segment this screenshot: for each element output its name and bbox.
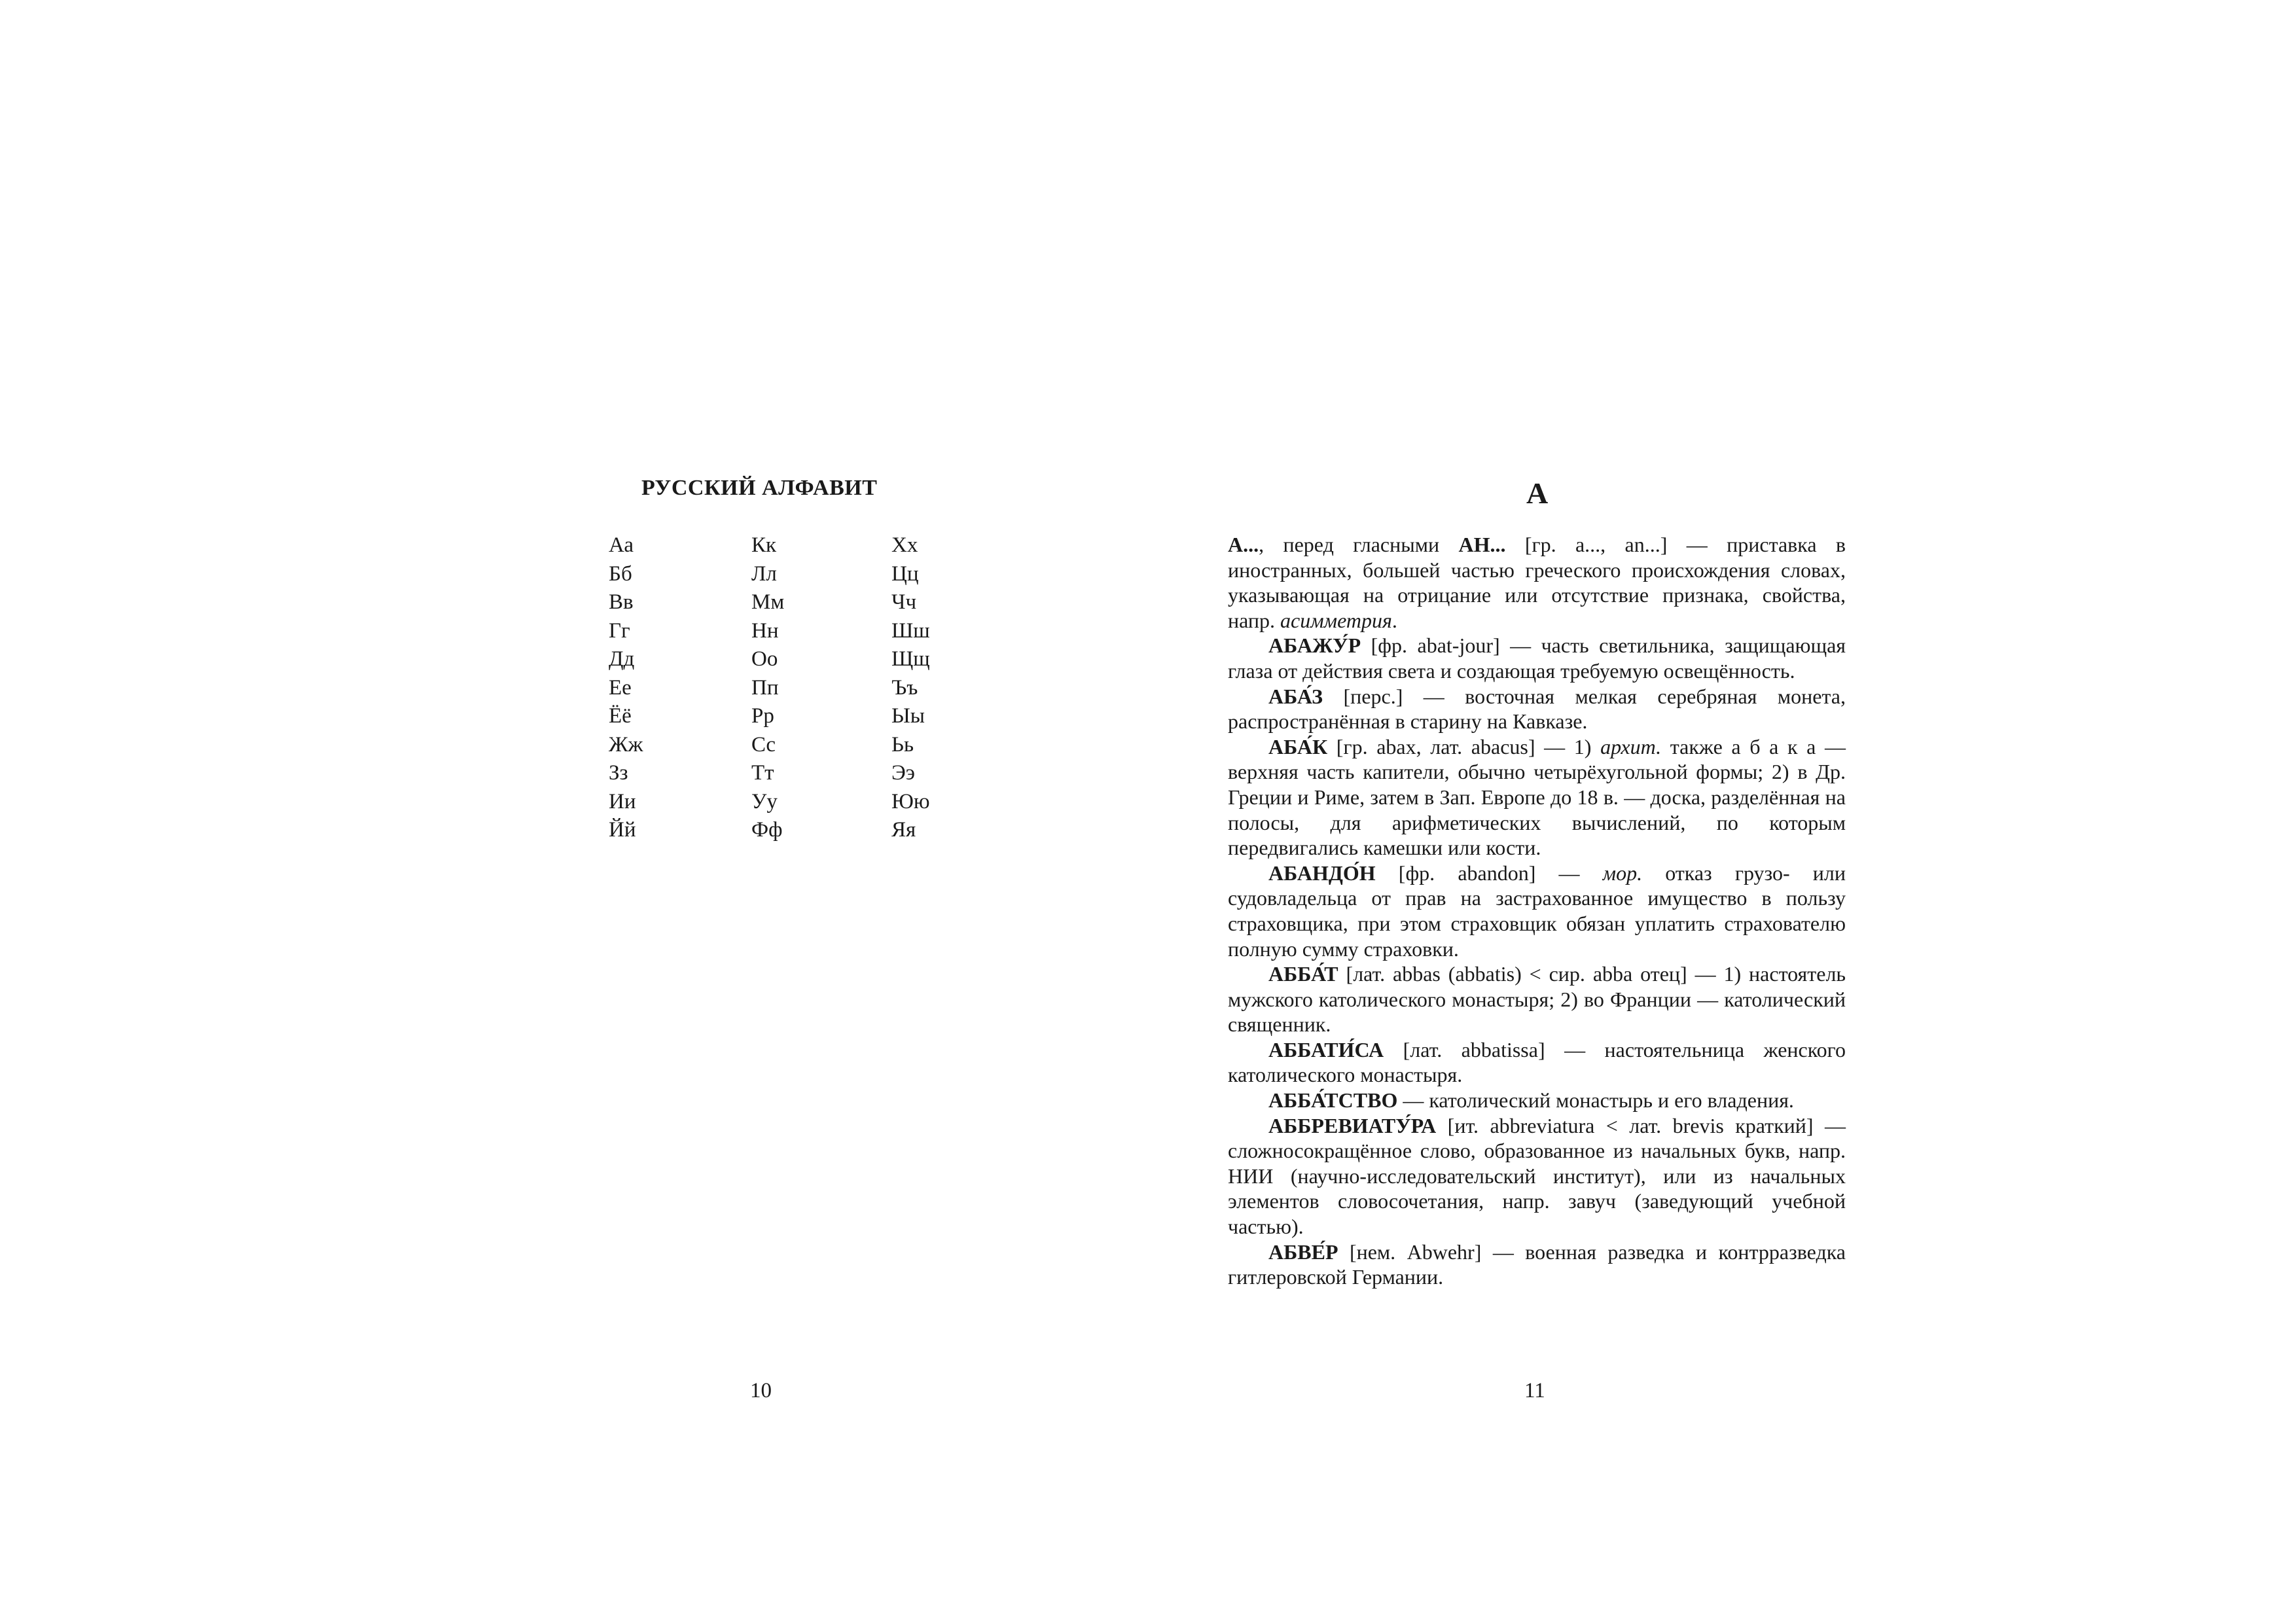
entry-text: [фр. abandon] —: [1375, 861, 1603, 885]
entry-text: [гр. a..., an...] — приставка в иностранных, большей частью греческого происхождения словах, указывающая на отрицание или отсутствие признака, свойства, напр.: [1228, 533, 1846, 632]
entry-text: .: [1391, 608, 1397, 632]
entry-headword: АБА́З: [1268, 684, 1323, 708]
alphabet-letter: Лл: [751, 562, 777, 586]
alphabet-letter: Яя: [891, 818, 916, 842]
alphabet-letter: Йй: [609, 818, 636, 842]
right-page: [1148, 0, 2296, 1623]
dictionary-entry: [1228, 633, 1846, 683]
alphabet-letter: Жж: [609, 732, 643, 757]
alphabet-letter: Цц: [891, 562, 919, 586]
page-number-left: 10: [750, 1379, 772, 1402]
entry-text: [нем. Abwehr] — военная разведка и контрразведка гитлеровской Германии.: [1228, 1240, 1846, 1289]
entry-text: [лат. abbas (abbatis) < сир. abba отец] — 1) настоятель мужского католического монастыря; 2) во Франции — католический священник.: [1228, 962, 1846, 1037]
entry-headword: АБАНДО́Н: [1268, 861, 1376, 885]
entry-text: отказ грузо- или судовладельца от прав на застрахованное имущество в пользу страховщика, при этом страховщик обязан уплатить страхователю полную сумму страховки.: [1228, 861, 1846, 961]
alphabet-letter: Аа: [609, 533, 634, 557]
entry-headword: АББА́Т: [1268, 962, 1338, 986]
alphabet-letter: Юю: [891, 789, 930, 813]
alphabet-letter: Шш: [891, 618, 930, 643]
entry-text: [перс.] — восточная мелкая серебряная монета, распространённая в старину на Кавказе.: [1228, 684, 1846, 734]
entry-label-italic: мор.: [1602, 861, 1643, 885]
alphabet-letter: Фф: [751, 818, 783, 842]
entry-text: [лат. abbatissa] — настоятельница женского католического монастыря.: [1228, 1037, 1846, 1087]
entry-text: [гр. abax, лат. abacus] — 1): [1327, 734, 1601, 758]
alphabet-letter: Ыы: [891, 704, 925, 728]
alphabet-letter: Оо: [751, 647, 778, 671]
alphabet-letter: Ъъ: [891, 675, 918, 700]
entry-label-italic: асимметрия: [1280, 608, 1392, 632]
dictionary-entry: [1228, 532, 1846, 633]
dictionary-entry: [1228, 861, 1846, 961]
alphabet-column: [751, 531, 856, 845]
entry-headword: АБАЖУ́Р: [1268, 633, 1361, 658]
entry-text: также а б а к а — верхняя часть капители, обычно четырёхугольной формы; 2) в Др. Греции и Риме, затем в Зап. Европе до 18 в. — доска, разделённая на полосы, для арифметических вычислений, по которым передвигались камешки или кости.: [1228, 734, 1846, 860]
alphabet-letter: Уу: [751, 789, 778, 813]
alphabet-column: [891, 531, 996, 845]
alphabet-letter: Пп: [751, 675, 779, 700]
alphabet-letter: Чч: [891, 590, 917, 614]
alphabet-letter: Ээ: [891, 761, 915, 785]
alphabet-letter: Бб: [609, 562, 632, 586]
entry-headword: АББА́ТСТВО: [1268, 1088, 1398, 1113]
alphabet-letter: Ёё: [609, 704, 632, 728]
alphabet-letter: Мм: [751, 590, 785, 614]
entry-headword: А...: [1228, 533, 1259, 556]
section-letter: А: [1526, 476, 1549, 510]
alphabet-letter: Дд: [609, 647, 635, 671]
dictionary-entry: [1228, 961, 1846, 1037]
alphabet-letter: Щщ: [891, 647, 930, 671]
alphabet-letter: Ии: [609, 789, 636, 813]
entry-text: [ит. abbreviatura < лат. brevis краткий] — сложносокращённое слово, образованное из начальных букв, напр. НИИ (научно-исследовательский институт), или из начальных элементов словосочетания, напр. завуч (заведующий учебной частью).: [1228, 1113, 1846, 1239]
entry-variant-bold: АН...: [1458, 533, 1506, 556]
entry-text: , перед гласными: [1259, 533, 1459, 556]
alphabet-letter: Нн: [751, 618, 779, 643]
alphabet-letter: Тт: [751, 761, 774, 785]
entry-headword: АБА́К: [1268, 734, 1328, 758]
entry-headword: АББАТИ́СА: [1268, 1037, 1384, 1061]
dictionary-entries: [1228, 532, 1846, 1290]
dictionary-entry: [1228, 1037, 1846, 1088]
alphabet-letter: Ее: [609, 675, 632, 700]
dictionary-entry: [1228, 684, 1846, 734]
entry-headword: АББРЕВИАТУ́РА: [1268, 1113, 1437, 1137]
alphabet-letter: Ьь: [891, 732, 914, 757]
alphabet-letter: Сс: [751, 732, 776, 757]
alphabet-letter: Хх: [891, 533, 918, 557]
dictionary-entry: [1228, 1113, 1846, 1240]
alphabet-column: [609, 531, 713, 845]
alphabet-letter: Зз: [609, 761, 628, 785]
entry-text: — католический монастырь и его владения.: [1397, 1088, 1794, 1113]
alphabet-letter: Рр: [751, 704, 774, 728]
dictionary-entry: [1228, 1088, 1846, 1113]
alphabet-letter: Гг: [609, 618, 630, 643]
alphabet-letter: Вв: [609, 590, 634, 614]
alphabet-title: РУССКИЙ АЛФАВИТ: [641, 476, 878, 500]
page-number-right: 11: [1524, 1379, 1545, 1402]
alphabet-letter: Кк: [751, 533, 777, 557]
entry-headword: АБВЕ́Р: [1268, 1240, 1338, 1264]
dictionary-entry: [1228, 734, 1846, 861]
entry-text: [фр. abat-jour] — часть светильника, защищающая глаза от действия света и создающая требуемую освещённость.: [1228, 633, 1846, 683]
dictionary-entry: [1228, 1240, 1846, 1290]
entry-label-italic: архит.: [1600, 734, 1662, 758]
